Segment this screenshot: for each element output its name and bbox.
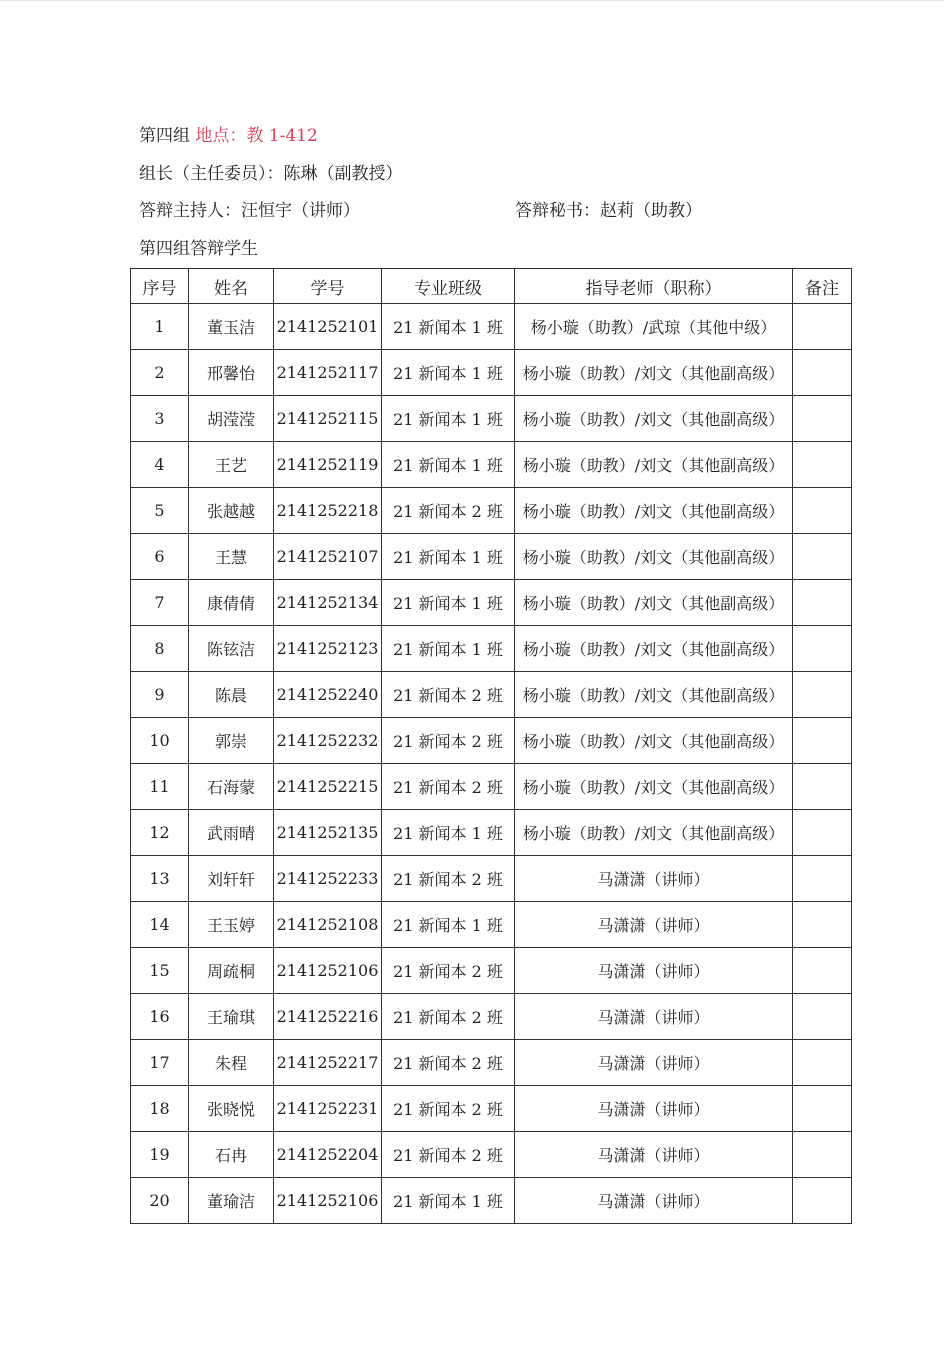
cell-remarks	[793, 902, 852, 948]
cell-index: 17	[131, 1040, 189, 1086]
table-row	[131, 488, 852, 534]
cell-student-id: 2141252117	[274, 350, 382, 396]
cell-student-id: 2141252106	[274, 1178, 382, 1224]
cell-class: 21 新闻本 2 班	[382, 764, 515, 810]
table-row	[131, 764, 852, 810]
table-row	[131, 534, 852, 580]
table-row	[131, 718, 852, 764]
page-top-rule	[0, 0, 944, 1]
cell-index: 7	[131, 580, 189, 626]
cell-name: 王瑜琪	[189, 994, 274, 1040]
cell-advisor: 马潇潇（讲师）	[515, 1132, 793, 1178]
cell-class: 21 新闻本 2 班	[382, 718, 515, 764]
group-heading	[139, 124, 318, 148]
cell-advisor: 杨小璇（助教）/刘文（其他副高级）	[515, 350, 793, 396]
cell-student-id: 2141252134	[274, 580, 382, 626]
table-row	[131, 1086, 852, 1132]
cell-class: 21 新闻本 2 班	[382, 994, 515, 1040]
table-row	[131, 948, 852, 994]
cell-advisor: 杨小璇（助教）/刘文（其他副高级）	[515, 442, 793, 488]
table-row	[131, 626, 852, 672]
cell-index: 8	[131, 626, 189, 672]
cell-remarks	[793, 626, 852, 672]
defense-host: 答辩主持人：汪恒宇（讲师）	[139, 201, 360, 221]
students-title: 第四组答辩学生	[139, 239, 258, 259]
cell-name: 郭崇	[189, 718, 274, 764]
table-row	[131, 1040, 852, 1086]
cell-name: 董玉洁	[189, 304, 274, 350]
cell-advisor: 马潇潇（讲师）	[515, 902, 793, 948]
cell-remarks	[793, 948, 852, 994]
cell-class: 21 新闻本 2 班	[382, 488, 515, 534]
col-header-remarks: 备注	[793, 269, 852, 304]
cell-name: 王艺	[189, 442, 274, 488]
cell-name: 张越越	[189, 488, 274, 534]
cell-index: 2	[131, 350, 189, 396]
cell-remarks	[793, 856, 852, 902]
cell-remarks	[793, 534, 852, 580]
cell-index: 12	[131, 810, 189, 856]
cell-index: 4	[131, 442, 189, 488]
cell-remarks	[793, 442, 852, 488]
cell-class: 21 新闻本 2 班	[382, 856, 515, 902]
table-row	[131, 396, 852, 442]
cell-name: 胡滢滢	[189, 396, 274, 442]
cell-advisor: 马潇潇（讲师）	[515, 1178, 793, 1224]
cell-remarks	[793, 1086, 852, 1132]
cell-class: 21 新闻本 2 班	[382, 1040, 515, 1086]
cell-advisor: 杨小璇（助教）/刘文（其他副高级）	[515, 810, 793, 856]
cell-student-id: 2141252106	[274, 948, 382, 994]
cell-student-id: 2141252204	[274, 1132, 382, 1178]
cell-class: 21 新闻本 1 班	[382, 534, 515, 580]
cell-student-id: 2141252232	[274, 718, 382, 764]
cell-student-id: 2141252135	[274, 810, 382, 856]
cell-index: 11	[131, 764, 189, 810]
cell-name: 邢馨怡	[189, 350, 274, 396]
cell-index: 1	[131, 304, 189, 350]
table-row	[131, 442, 852, 488]
cell-advisor: 杨小璇（助教）/刘文（其他副高级）	[515, 396, 793, 442]
table-row	[131, 350, 852, 396]
cell-student-id: 2141252217	[274, 1040, 382, 1086]
cell-remarks	[793, 304, 852, 350]
cell-class: 21 新闻本 2 班	[382, 1132, 515, 1178]
cell-name: 董瑜洁	[189, 1178, 274, 1224]
table-row	[131, 1178, 852, 1224]
group-leader: 组长（主任委员）：陈琳（副教授）	[139, 164, 403, 184]
cell-advisor: 杨小璇（助教）/武琼（其他中级）	[515, 304, 793, 350]
cell-remarks	[793, 718, 852, 764]
group-label: 第四组	[139, 126, 190, 146]
cell-index: 10	[131, 718, 189, 764]
cell-name: 王慧	[189, 534, 274, 580]
cell-remarks	[793, 488, 852, 534]
cell-remarks	[793, 672, 852, 718]
cell-student-id: 2141252107	[274, 534, 382, 580]
col-header-student-id: 学号	[274, 269, 382, 304]
cell-remarks	[793, 994, 852, 1040]
cell-student-id: 2141252215	[274, 764, 382, 810]
cell-advisor: 杨小璇（助教）/刘文（其他副高级）	[515, 626, 793, 672]
cell-advisor: 杨小璇（助教）/刘文（其他副高级）	[515, 718, 793, 764]
cell-name: 王玉婷	[189, 902, 274, 948]
cell-index: 6	[131, 534, 189, 580]
cell-class: 21 新闻本 2 班	[382, 672, 515, 718]
table-row	[131, 580, 852, 626]
table-row	[131, 994, 852, 1040]
cell-student-id: 2141252108	[274, 902, 382, 948]
cell-index: 3	[131, 396, 189, 442]
cell-remarks	[793, 350, 852, 396]
student-table	[130, 268, 852, 1224]
cell-advisor: 杨小璇（助教）/刘文（其他副高级）	[515, 534, 793, 580]
cell-remarks	[793, 580, 852, 626]
cell-student-id: 2141252115	[274, 396, 382, 442]
col-header-advisor: 指导老师（职称）	[515, 269, 793, 304]
cell-advisor: 杨小璇（助教）/刘文（其他副高级）	[515, 672, 793, 718]
cell-name: 陈晨	[189, 672, 274, 718]
cell-index: 9	[131, 672, 189, 718]
cell-student-id: 2141252233	[274, 856, 382, 902]
table-row	[131, 672, 852, 718]
cell-remarks	[793, 764, 852, 810]
cell-advisor: 杨小璇（助教）/刘文（其他副高级）	[515, 764, 793, 810]
table-row	[131, 810, 852, 856]
col-header-name: 姓名	[189, 269, 274, 304]
cell-index: 19	[131, 1132, 189, 1178]
cell-advisor: 马潇潇（讲师）	[515, 856, 793, 902]
table-row	[131, 1132, 852, 1178]
cell-student-id: 2141252218	[274, 488, 382, 534]
cell-name: 石冉	[189, 1132, 274, 1178]
col-header-index: 序号	[131, 269, 189, 304]
cell-class: 21 新闻本 1 班	[382, 810, 515, 856]
cell-student-id: 2141252240	[274, 672, 382, 718]
cell-student-id: 2141252216	[274, 994, 382, 1040]
cell-index: 16	[131, 994, 189, 1040]
cell-name: 武雨晴	[189, 810, 274, 856]
table-row	[131, 856, 852, 902]
table-header-row	[131, 269, 852, 304]
cell-name: 石海蒙	[189, 764, 274, 810]
cell-student-id: 2141252101	[274, 304, 382, 350]
cell-remarks	[793, 1132, 852, 1178]
cell-advisor: 杨小璇（助教）/刘文（其他副高级）	[515, 488, 793, 534]
cell-class: 21 新闻本 1 班	[382, 442, 515, 488]
cell-class: 21 新闻本 1 班	[382, 626, 515, 672]
cell-index: 13	[131, 856, 189, 902]
cell-index: 15	[131, 948, 189, 994]
cell-class: 21 新闻本 2 班	[382, 948, 515, 994]
defense-secretary: 答辩秘书：赵莉（助教）	[515, 201, 702, 221]
cell-name: 康倩倩	[189, 580, 274, 626]
cell-student-id: 2141252119	[274, 442, 382, 488]
col-header-class: 专业班级	[382, 269, 515, 304]
cell-class: 21 新闻本 1 班	[382, 396, 515, 442]
cell-name: 陈铉洁	[189, 626, 274, 672]
table-row	[131, 304, 852, 350]
cell-remarks	[793, 810, 852, 856]
cell-remarks	[793, 1178, 852, 1224]
cell-name: 张晓悦	[189, 1086, 274, 1132]
cell-class: 21 新闻本 2 班	[382, 1086, 515, 1132]
cell-class: 21 新闻本 1 班	[382, 350, 515, 396]
cell-remarks	[793, 1040, 852, 1086]
cell-index: 20	[131, 1178, 189, 1224]
cell-name: 朱程	[189, 1040, 274, 1086]
cell-class: 21 新闻本 1 班	[382, 580, 515, 626]
cell-name: 刘轩轩	[189, 856, 274, 902]
cell-advisor: 杨小璇（助教）/刘文（其他副高级）	[515, 580, 793, 626]
cell-advisor: 马潇潇（讲师）	[515, 948, 793, 994]
cell-advisor: 马潇潇（讲师）	[515, 994, 793, 1040]
cell-advisor: 马潇潇（讲师）	[515, 1086, 793, 1132]
location-text: 地点：教 1-412	[195, 126, 318, 146]
cell-advisor: 马潇潇（讲师）	[515, 1040, 793, 1086]
cell-class: 21 新闻本 1 班	[382, 1178, 515, 1224]
cell-index: 5	[131, 488, 189, 534]
cell-student-id: 2141252231	[274, 1086, 382, 1132]
table-row	[131, 902, 852, 948]
cell-remarks	[793, 396, 852, 442]
cell-class: 21 新闻本 1 班	[382, 304, 515, 350]
cell-class: 21 新闻本 1 班	[382, 902, 515, 948]
cell-index: 14	[131, 902, 189, 948]
cell-index: 18	[131, 1086, 189, 1132]
cell-student-id: 2141252123	[274, 626, 382, 672]
cell-name: 周疏桐	[189, 948, 274, 994]
